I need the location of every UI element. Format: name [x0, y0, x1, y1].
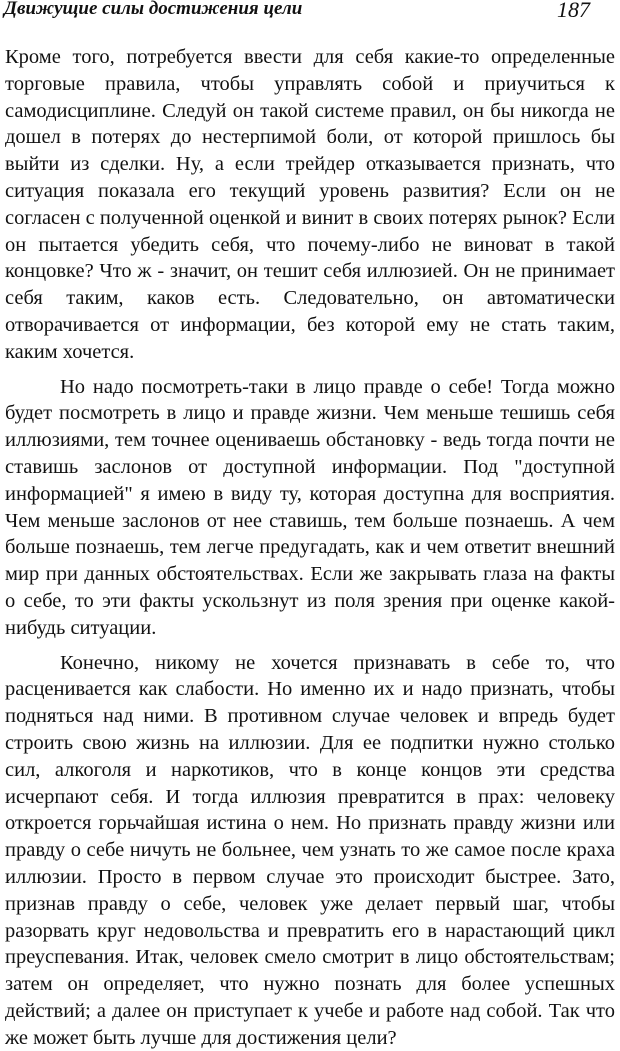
body-text	[5, 44, 615, 1051]
running-header	[0, 0, 620, 26]
page-number: 187	[557, 0, 590, 22]
running-header-title: Движущие силы достижения цели	[4, 0, 303, 19]
paragraph-1: Кроме того, потребуется ввести для себя какие-то определенные торговые правила, чтобы управлять собой и приучиться к самодисциплине. Следуй он такой системе правил, он бы никогда не дошел в потерях до нестерпимой боли, от которой пришлось бы выйти из сделки. Ну, а если трейдер отказывается признать, что ситуация показала его текущий уровень развития? Если он не согласен с полученной оценкой и винит в своих потерях рынок? Если он пытается убедить себя, что почему-либо не виноват в такой концовке? Что ж - значит, он тешит себя иллюзией. Он не принимает себя таким, каков есть. Следовательно, он автоматически отворачивается от информации, без которой ему не стать таким, каким хочется.	[5, 46, 615, 363]
paragraph-2: Но надо посмотреть-таки в лицо правде о себе! Тогда можно будет посмотреть в лицо и правде жизни. Чем меньше тешишь себя иллюзиями, тем точнее оцениваешь обстановку - ведь тогда почти не ставишь заслонов от доступной информации. Под "доступной информацией" я имею в виду ту, которая доступна для восприятия. Чем меньше заслонов от нее ставишь, тем больше познаешь. А чем больше познаешь, тем легче предугадать, как и чем ответит внешний мир при данных обстоятельствах. Если же закрывать глаза на факты о себе, то эти факты ускользнут из поля зрения при оценке какой-нибудь ситуации.	[5, 375, 615, 639]
paragraph-3: Конечно, никому не хочется признавать в себе то, что расценивается как слабости. Но именно их и надо признать, чтобы подняться над ними. В противном случае человек и впредь будет строить свою жизнь на иллюзии. Для ее подпитки нужно столько сил, алкоголя и наркотиков, что в конце концов эти средства исчерпают себя. И тогда иллюзия превратится в прах: человеку откроется горьчайшая истина о нем. Но признать правду жизни или правду о себе ничуть не больнее, чем узнать то же самое после краха иллюзии. Просто в первом случае это происходит быстрее. Зато, признав правду о себе, человек уже делает первый шаг, чтобы разорвать круг недовольства и превратить его в нарастающий цикл преуспевания. Итак, человек смело смотрит в лицо обстоятельствам; затем он определяет, что нужно познать для более успешных действий; а далее он приступает к учебе и работе над собой. Так что же может быть лучше для достижения цели?	[5, 651, 615, 1049]
